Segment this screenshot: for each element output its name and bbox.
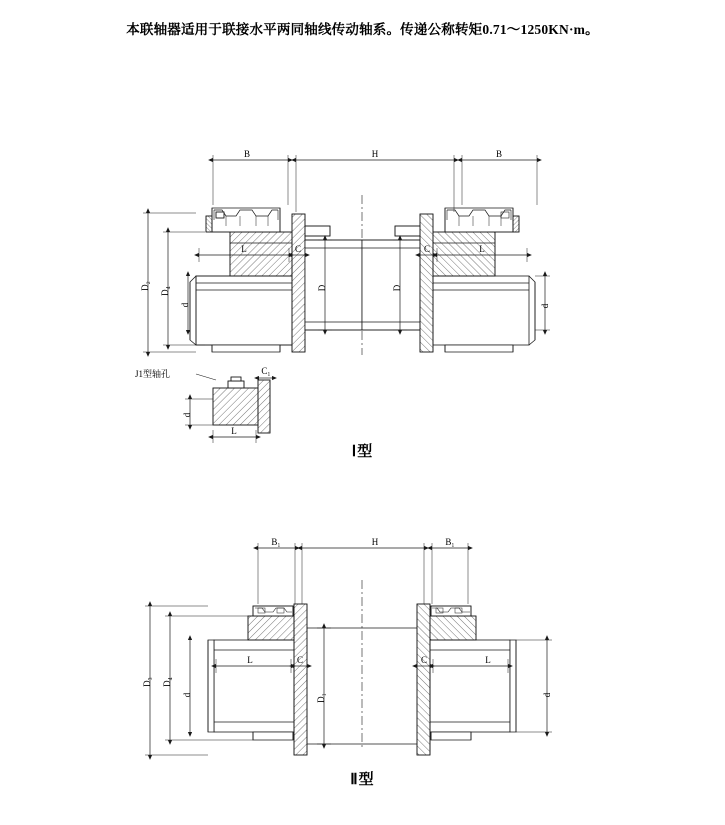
dim-D4: D₄ xyxy=(160,286,170,296)
dim-H: H xyxy=(371,149,379,159)
detail-label-j1: J1型轴孔 xyxy=(135,369,171,379)
figure-2-drawing xyxy=(0,520,725,810)
dim-D2: D₂ xyxy=(140,281,150,291)
dim-B-left: B xyxy=(243,149,251,159)
dim-D-right: D xyxy=(392,284,402,292)
dim-D1: D₁ xyxy=(316,693,326,703)
detail-dim-C1: C₁ xyxy=(261,366,271,376)
detail-dim-L: L xyxy=(231,426,237,436)
dim-L-left-2: L xyxy=(247,655,253,665)
dim-L-right-2: L xyxy=(485,655,491,665)
dim-B1-left: B₁ xyxy=(271,537,281,547)
dim-B1-right: B₁ xyxy=(445,537,455,547)
dim-D-left: D xyxy=(317,284,327,292)
page-description: 本联轴器适用于联接水平两同轴线传动轴系。传递公称转矩0.71～1250KN·m。 xyxy=(126,22,599,37)
dim-d-right-2: d xyxy=(542,692,552,698)
figure-1-caption: Ⅰ型 xyxy=(351,444,374,460)
dim-B-right: B xyxy=(495,149,503,159)
dim-H-2: H xyxy=(371,537,379,547)
dim-d-left: d xyxy=(180,302,190,308)
dim-L-left: L xyxy=(241,244,247,254)
dim-d-left-2: d xyxy=(182,692,192,698)
dim-C-left-2: C xyxy=(296,655,304,665)
dim-C-right-2: C xyxy=(420,655,428,665)
dim-C-right: C xyxy=(423,244,431,254)
dim-D3: D₃ xyxy=(142,677,152,687)
detail-dim-d: d xyxy=(182,412,192,418)
dim-L-right: L xyxy=(479,244,485,254)
dim-d-right: d xyxy=(540,303,550,309)
dim-D4-2: D₄ xyxy=(162,677,172,687)
figure-2-caption: Ⅱ型 xyxy=(350,772,375,788)
dim-C-left: C xyxy=(294,244,302,254)
